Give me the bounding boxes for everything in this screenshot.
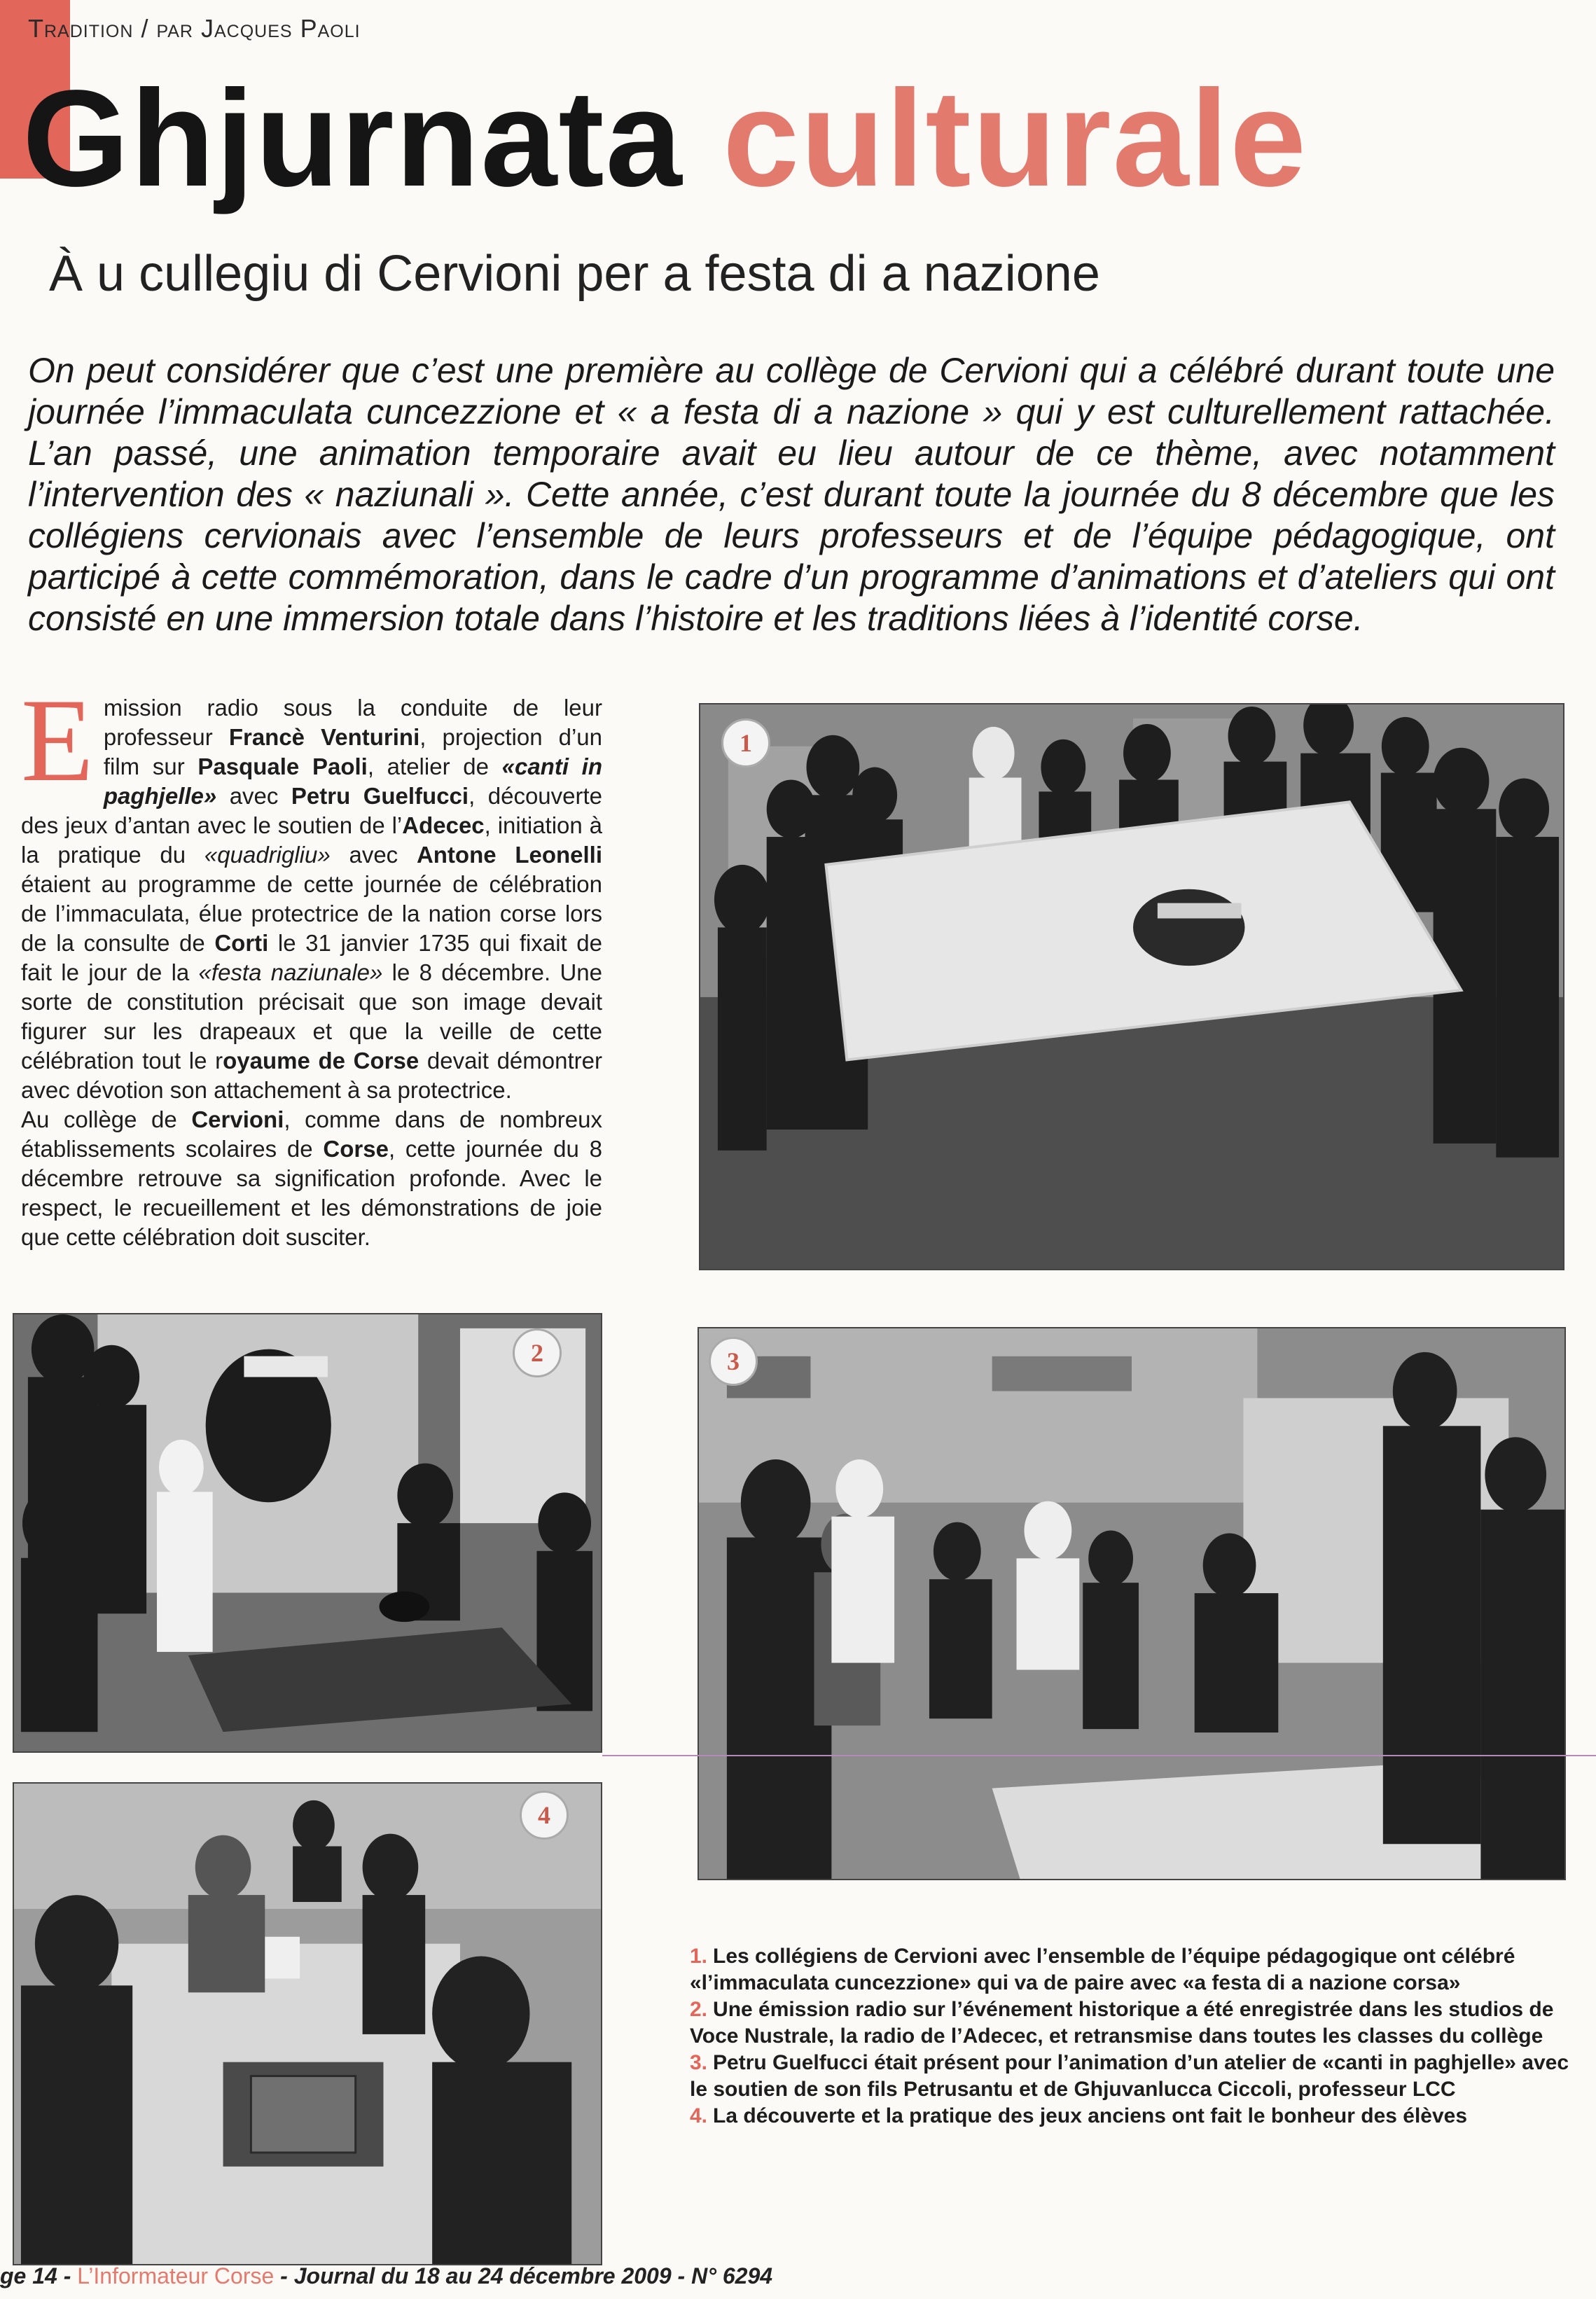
text-run: , projection d’un film sur — [103, 724, 602, 779]
text-run: , atelier de — [367, 753, 502, 779]
caption-text: Une émission radio sur l’événement historique a été enregistrée dans les studios de Voce Nustrale, la radio de l’Adecec, et retransmise dans toutes les classes du collège — [690, 1998, 1554, 2048]
photo-number-badge: 4 — [520, 1791, 569, 1840]
page-footer — [0, 2263, 772, 2289]
text-run: , découverte des jeux d’antan avec le soutien de l’ — [21, 783, 603, 838]
text-run: le 31 janvier 1735 qui fixait de fait le jour de la — [21, 930, 602, 985]
caption-1 — [690, 1943, 1572, 1996]
text-run: étaient au programme de cette journée de célébration de l’immaculata, élue protectrice de la nation corse lors de la consulte de — [21, 871, 602, 956]
photo-number-badge: 3 — [709, 1337, 758, 1386]
photo-students-with-flag — [699, 703, 1564, 1270]
text-run: , comme dans de nombreux établissements scolaires de — [21, 1106, 602, 1162]
text-run: avec — [330, 842, 417, 868]
caption-number: 1. — [690, 1945, 708, 1968]
photo-radio-studio — [13, 1313, 602, 1753]
dance-name: «quadrigliu» — [204, 842, 331, 868]
caption-text: La découverte et la pratique des jeux anciens ont fait le bonheur des élèves — [713, 2104, 1468, 2127]
caption-2 — [690, 1996, 1572, 2050]
section-label: Tradition / par Jacques Paoli — [28, 14, 361, 43]
text-run: , initiation à la pratique du — [21, 812, 602, 868]
text-run: , cette journée du 8 décembre retrouve sa signification profonde. Avec le respect, le recueillement et les démonstrations de joie que cette célébration doit susciter. — [21, 1136, 603, 1250]
photo-singing-workshop — [698, 1327, 1566, 1880]
publication-name: L’Informateur Corse — [77, 2263, 275, 2288]
person-name: Petru Guelfucci — [291, 783, 469, 809]
caption-text: Petru Guelfucci était présent pour l’animation d’un atelier de «canti in paghjelle» avec le soutien de son fils Petrusantu et de Ghjuvanlucca Ciccoli, professeur LCC — [690, 2051, 1569, 2101]
photo-number-badge: 2 — [513, 1328, 562, 1377]
article-title — [22, 62, 1308, 215]
text-run: mission radio sous la conduite de leur professeur — [103, 695, 602, 750]
photo-2-illustration — [14, 1314, 601, 1751]
person-name: Pasquale Paoli — [197, 753, 368, 779]
body-paragraph-1 — [21, 693, 602, 1105]
place-name: Corti — [214, 930, 269, 956]
text-run: le 8 décembre. Une sorte de constitution précisait que son image devait figurer sur les drapeaux et que la veille de cette célébration tout le r — [21, 959, 602, 1074]
caption-text: Les collégiens de Cervioni avec l’ensemble de l’équipe pédagogique ont célébré «l’immaculata cuncezzione» qui va de paire avec «a festa di a nazione corsa» — [690, 1945, 1515, 1994]
photo-captions — [690, 1943, 1572, 2130]
photo-3-illustration — [699, 1328, 1564, 1879]
photo-1-illustration — [700, 704, 1563, 1269]
place-name: Corse — [323, 1136, 389, 1162]
title-word-dark: Ghjurnata — [22, 62, 683, 215]
photo-traditional-games — [13, 1782, 602, 2265]
text-run: Au collège de — [21, 1106, 192, 1132]
place-name: Cervioni — [191, 1106, 284, 1132]
photo-number-badge: 1 — [721, 718, 770, 768]
drop-cap: E — [21, 674, 94, 806]
person-name: Antone Leonelli — [416, 842, 603, 868]
workshop-name: «canti in paghjelle» — [103, 753, 603, 809]
person-name: Francè Venturini — [228, 724, 420, 750]
body-paragraph-2 — [21, 1105, 602, 1252]
caption-4 — [690, 2103, 1572, 2130]
place-name: oyaume de Corse — [223, 1048, 419, 1074]
separator-line — [602, 1755, 1596, 1756]
issue-info: - Journal du 18 au 24 décembre 2009 - N° 6294 — [274, 2263, 773, 2288]
page-number: ge 14 - — [0, 2263, 78, 2288]
organisation-name: Adecec — [402, 812, 485, 838]
article-intro: On peut considérer que c’est une première au collège de Cervioni qui a célébré durant toute une journée l’immaculata cuncezzione et « a festa di a nazione » qui y est culturellement rattachée. L’an passé, une animation temporaire avait eu lieu autour de ce thème, avec notamment l’intervention des « naziunali ». Cette année, c’est durant toute la journée du 8 décembre que les collégiens cervionais avec l’ensemble de leurs professeurs et de l’équipe pédagogique, ont participé à cette commémoration, dans le cadre d’un programme d’animations et d’ateliers qui ont consisté en une immersion totale dans l’histoire et les traditions liées à l’identité corse. — [28, 351, 1555, 638]
article-subtitle: À u cullegiu di Cervioni per a festa di a nazione — [49, 246, 1100, 302]
caption-number: 3. — [690, 2051, 708, 2074]
caption-3 — [690, 2050, 1572, 2103]
title-word-accent: culturale — [723, 62, 1308, 215]
text-run: devait démontrer avec dévotion son attachement à sa protectrice. — [21, 1048, 602, 1103]
caption-number: 2. — [690, 1998, 708, 2021]
caption-number: 4. — [690, 2104, 708, 2127]
festival-name: «festa naziunale» — [198, 959, 383, 985]
photo-4-illustration — [14, 1784, 601, 2264]
article-body — [21, 674, 603, 1252]
text-run: avec — [216, 783, 291, 809]
